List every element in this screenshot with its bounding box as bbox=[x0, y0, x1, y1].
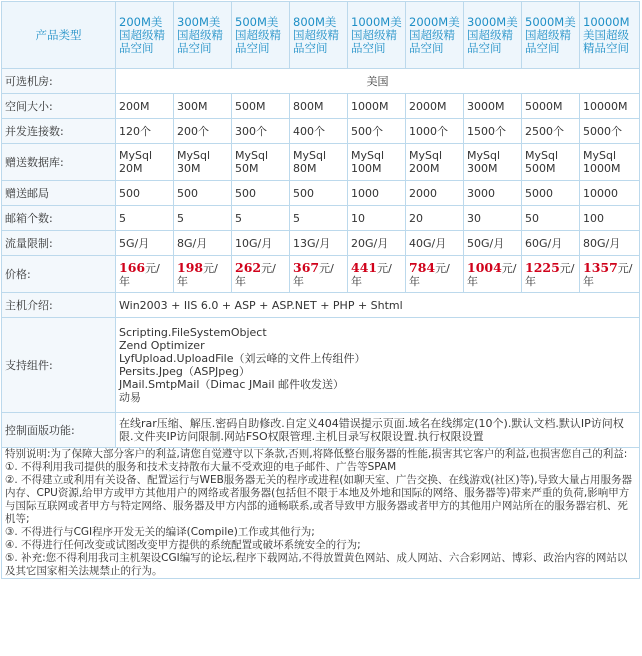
price-amount: 262 bbox=[235, 259, 262, 275]
notes-block bbox=[2, 448, 640, 579]
mail-count-cell: 5 bbox=[174, 206, 232, 231]
price-amount: 441 bbox=[351, 259, 378, 275]
mail-count-cell: 10 bbox=[348, 206, 406, 231]
component-item: Persits.Jpeg（ASPJpeg） bbox=[119, 365, 250, 378]
database-cell: MySql 30M bbox=[174, 144, 232, 181]
host-value: Win2003 + IIS 6.0 + ASP + ASP.NET + PHP + Shtml bbox=[116, 293, 640, 318]
space-cell: 2000M bbox=[406, 94, 464, 119]
price-amount: 198 bbox=[177, 259, 204, 275]
price-cell bbox=[116, 256, 174, 293]
mail-count-cell: 30 bbox=[464, 206, 522, 231]
traffic-cell: 50G/月 bbox=[464, 231, 522, 256]
traffic-cell: 60G/月 bbox=[522, 231, 580, 256]
control-panel-row bbox=[2, 413, 640, 448]
header-row bbox=[2, 2, 640, 69]
space-label: 空间大小: bbox=[2, 94, 116, 119]
mailbox-cell: 500 bbox=[116, 181, 174, 206]
notes-item: ②. 不得建立或利用有关设备、配置运行与WEB服务器无关的程序或进程(如聊天室、广告交换、在线游戏(社区)等),导致大量占用服务器内存、CPU资源,给甲方或甲方其他用户的网络或者服务器(包括但不限于本地及外地和国际的网络、服务器等)带来严重的负荷,影响甲方与国际互联网或者甲方与特定网络、服务器及甲方内部的通畅联系,或者导致甲方服务器或者甲方的其他用户网站所在的服务器宕机、死机等; bbox=[5, 474, 633, 525]
mail-count-cell: 100 bbox=[580, 206, 640, 231]
database-cell: MySql 300M bbox=[464, 144, 522, 181]
plan-header: 500M美国超级精品空间 bbox=[232, 2, 290, 69]
price-unit: 元/年 bbox=[119, 261, 160, 288]
datacenter-label: 可选机房: bbox=[2, 69, 116, 94]
mailbox-cell: 500 bbox=[174, 181, 232, 206]
components-label: 支持组件: bbox=[2, 318, 116, 413]
mailbox-cell: 5000 bbox=[522, 181, 580, 206]
price-unit: 元/年 bbox=[351, 261, 392, 288]
database-cell: MySql 50M bbox=[232, 144, 290, 181]
space-cell: 300M bbox=[174, 94, 232, 119]
space-cell: 5000M bbox=[522, 94, 580, 119]
mail-count-cell: 5 bbox=[116, 206, 174, 231]
mail-count-cell: 20 bbox=[406, 206, 464, 231]
components-list bbox=[116, 318, 640, 413]
traffic-label: 流量限制: bbox=[2, 231, 116, 256]
database-cell: MySql 100M bbox=[348, 144, 406, 181]
component-item: Zend Optimizer bbox=[119, 339, 205, 352]
component-item: Scripting.FileSystemObject bbox=[119, 326, 267, 339]
space-cell: 800M bbox=[290, 94, 348, 119]
control-panel-value: 在线rar压缩、解压.密码自助修改.自定义404错误提示页面.域名在线绑定(10个).默认文档.默认IP访问权限.文件夹IP访问限制.网站FSO权限管理.主机目录写权限设置.执行权限设置 bbox=[116, 413, 640, 448]
datacenter-value: 美国 bbox=[116, 69, 640, 94]
price-cell bbox=[174, 256, 232, 293]
price-cell bbox=[290, 256, 348, 293]
price-cell bbox=[232, 256, 290, 293]
space-cell: 10000M bbox=[580, 94, 640, 119]
connections-cell: 120个 bbox=[116, 119, 174, 144]
traffic-cell: 10G/月 bbox=[232, 231, 290, 256]
price-unit: 元/年 bbox=[467, 261, 517, 288]
plan-header: 1000M美国超级精品空间 bbox=[348, 2, 406, 69]
mailbox-cell: 10000 bbox=[580, 181, 640, 206]
mailbox-cell: 500 bbox=[290, 181, 348, 206]
plan-header: 5000M美国超级精品空间 bbox=[522, 2, 580, 69]
mailbox-cell: 1000 bbox=[348, 181, 406, 206]
mail-count-cell: 5 bbox=[290, 206, 348, 231]
plan-header: 200M美国超级精品空间 bbox=[116, 2, 174, 69]
database-cell: MySql 80M bbox=[290, 144, 348, 181]
database-cell: MySql 200M bbox=[406, 144, 464, 181]
connections-cell: 1500个 bbox=[464, 119, 522, 144]
price-amount: 1357 bbox=[583, 259, 618, 275]
connections-cell: 2500个 bbox=[522, 119, 580, 144]
price-unit: 元/年 bbox=[293, 261, 334, 288]
connections-label: 并发连接数: bbox=[2, 119, 116, 144]
mailbox-cell: 2000 bbox=[406, 181, 464, 206]
database-cell: MySql 1000M bbox=[580, 144, 640, 181]
price-row bbox=[2, 256, 640, 293]
mailbox-label: 赠送邮局 bbox=[2, 181, 116, 206]
mail-count-cell: 5 bbox=[232, 206, 290, 231]
connections-cell: 500个 bbox=[348, 119, 406, 144]
price-unit: 元/年 bbox=[525, 261, 575, 288]
traffic-cell: 5G/月 bbox=[116, 231, 174, 256]
price-unit: 元/年 bbox=[235, 261, 276, 288]
price-cell bbox=[522, 256, 580, 293]
price-amount: 166 bbox=[119, 259, 146, 275]
price-amount: 1225 bbox=[525, 259, 560, 275]
notes-item: ③. 不得进行与CGI程序开发无关的编译(Compile)工作或其他行为; bbox=[5, 526, 315, 538]
plan-header: 300M美国超级精品空间 bbox=[174, 2, 232, 69]
plan-header: 10000M美国超级精品空间 bbox=[580, 2, 640, 69]
database-label: 赠送数据库: bbox=[2, 144, 116, 181]
connections-cell: 300个 bbox=[232, 119, 290, 144]
connections-cell: 200个 bbox=[174, 119, 232, 144]
database-cell: MySql 500M bbox=[522, 144, 580, 181]
space-row bbox=[2, 94, 640, 119]
space-cell: 200M bbox=[116, 94, 174, 119]
connections-cell: 1000个 bbox=[406, 119, 464, 144]
datacenter-row bbox=[2, 69, 640, 94]
price-amount: 784 bbox=[409, 259, 436, 275]
price-cell bbox=[406, 256, 464, 293]
price-cell bbox=[580, 256, 640, 293]
pricing-table bbox=[1, 1, 640, 579]
traffic-row bbox=[2, 231, 640, 256]
price-unit: 元/年 bbox=[583, 261, 633, 288]
component-item: 动易 bbox=[119, 391, 141, 404]
traffic-cell: 20G/月 bbox=[348, 231, 406, 256]
traffic-cell: 40G/月 bbox=[406, 231, 464, 256]
host-row bbox=[2, 293, 640, 318]
notes-row bbox=[2, 448, 640, 579]
component-item: JMail.SmtpMail（Dimac JMail 邮件收发送） bbox=[119, 378, 345, 391]
price-unit: 元/年 bbox=[409, 261, 450, 288]
price-amount: 367 bbox=[293, 259, 320, 275]
price-cell bbox=[348, 256, 406, 293]
mail-count-cell: 50 bbox=[522, 206, 580, 231]
plan-header: 3000M美国超级精品空间 bbox=[464, 2, 522, 69]
notes-item: ④. 不得进行任何改变或试图改变甲方提供的系统配置或破坏系统安全的行为; bbox=[5, 539, 361, 551]
notes-intro: 特别说明:为了保障大部分客户的利益,请您自觉遵守以下条款,否则,将降低整台服务器的性能,损害其它客户的利益,也损害您自己的利益: bbox=[5, 448, 628, 460]
notes-item: ①. 不得利用我司提供的服务和技术支持散布大量不受欢迎的电子邮件、广告等SPAM bbox=[5, 461, 397, 473]
traffic-cell: 13G/月 bbox=[290, 231, 348, 256]
price-cell bbox=[464, 256, 522, 293]
space-cell: 500M bbox=[232, 94, 290, 119]
mailbox-row bbox=[2, 181, 640, 206]
notes-item: ⑤. 补充:您不得利用我司主机架设CGI编写的论坛,程序下载网站,不得放置黄色网站、成人网站、六合彩网站、博彩、政治内容的网站以及其它国家相关法规禁止的行为。 bbox=[5, 552, 628, 577]
space-cell: 1000M bbox=[348, 94, 406, 119]
components-row bbox=[2, 318, 640, 413]
connections-row bbox=[2, 119, 640, 144]
mailbox-cell: 3000 bbox=[464, 181, 522, 206]
traffic-cell: 8G/月 bbox=[174, 231, 232, 256]
plan-header: 2000M美国超级精品空间 bbox=[406, 2, 464, 69]
product-type-header: 产品类型 bbox=[2, 2, 116, 69]
host-label: 主机介绍: bbox=[2, 293, 116, 318]
space-cell: 3000M bbox=[464, 94, 522, 119]
price-label: 价格: bbox=[2, 256, 116, 293]
connections-cell: 5000个 bbox=[580, 119, 640, 144]
mail-count-row bbox=[2, 206, 640, 231]
mail-count-label: 邮箱个数: bbox=[2, 206, 116, 231]
plan-header: 800M美国超级精品空间 bbox=[290, 2, 348, 69]
connections-cell: 400个 bbox=[290, 119, 348, 144]
database-row bbox=[2, 144, 640, 181]
component-item: LyfUpload.UploadFile（刘云峰的文件上传组件） bbox=[119, 352, 366, 365]
traffic-cell: 80G/月 bbox=[580, 231, 640, 256]
database-cell: MySql 20M bbox=[116, 144, 174, 181]
price-unit: 元/年 bbox=[177, 261, 218, 288]
price-amount: 1004 bbox=[467, 259, 502, 275]
mailbox-cell: 500 bbox=[232, 181, 290, 206]
control-panel-label: 控制面版功能: bbox=[2, 413, 116, 448]
